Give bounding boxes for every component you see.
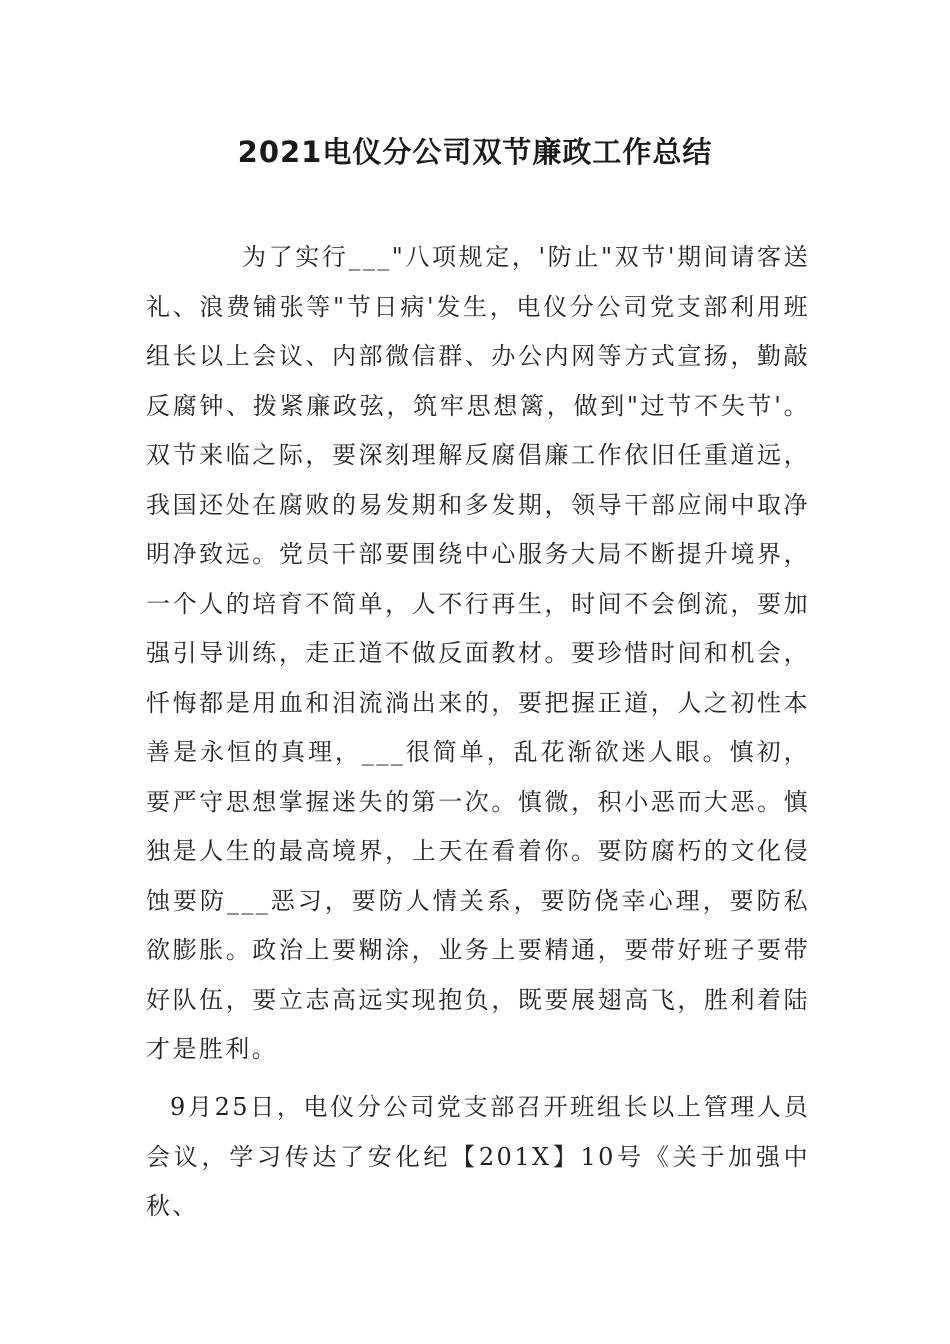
- body-paragraph-2: 9月25日，电仪分公司党支部召开班组长以上管理人员会议，学习传达了安化纪【201X】10号《关于加强中秋、: [146, 1093, 810, 1220]
- document-title: 2021电仪分公司双节廉政工作总结: [237, 135, 713, 169]
- body-paragraph-1: 为了实行___"八项规定，'防止"双节'期间请客送礼、浪费铺张等"节日病'发生，电仪分公司党支部利用班组长以上会议、内部微信群、办公内网等方式宣扬，勤敲反腐钟、拨紧廉政弦，筑牢思想篱，做到"过节不失节'。双节来临之际，要深刻理解反腐倡廉工作依旧任重道远，我国还处在腐败的易发期和多发期，领导干部应闹中取净明净致远。党员干部要围绕中心服务大局不断提升境界，一个人的培育不简单，人不行再生，时间不会倒流，要加强引导训练，走正道不做反面教材。要珍惜时间和机会，忏悔都是用血和泪流淌出来的，要把握正道，人之初性本善是永恒的真理，___很简单，乱花渐欲迷人眼。慎初，要严守思想掌握迷失的第一次。慎微，积小恶而大恶。慎独是人生的最高境界，上天在看着你。要防腐朽的文化侵蚀要防___恶习，要防人情关系，要防侥幸心理，要防私欲膨胀。政治上要糊涂，业务上要精通，要带好班子要带好队伍，要立志高远实现抱负，既要展翅高飞，胜利着陆才是胜利。: [146, 243, 810, 1063]
